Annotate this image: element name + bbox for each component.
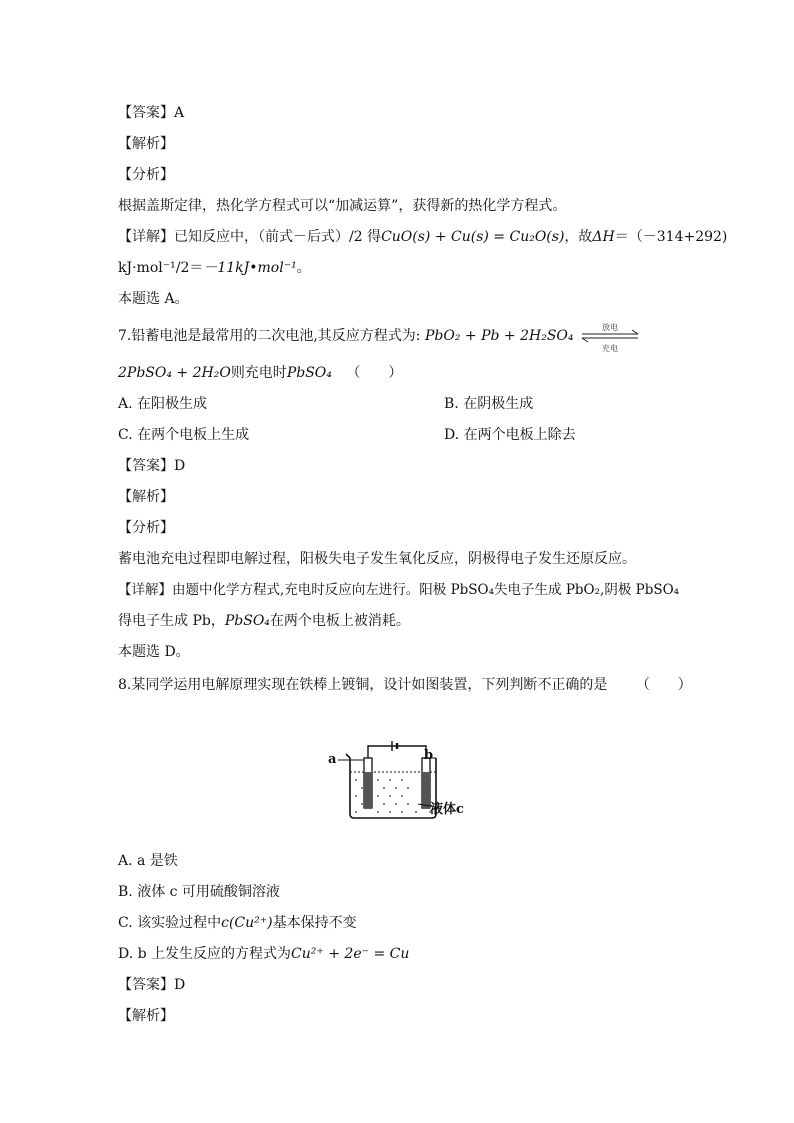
q8-option-c-tail: 基本保持不变 xyxy=(272,915,357,931)
q7-answer-blank: （ ） xyxy=(346,365,403,381)
q8-option-c xyxy=(118,914,357,932)
q6-detail-equation: CuO(s) + Cu(s) = Cu₂O(s) xyxy=(381,229,565,245)
q7-detail-text-b: 在两个电板上被消耗。 xyxy=(269,613,410,629)
q7-choice: 本题选 D。 xyxy=(118,644,190,660)
q8-option-d-equation: Cu²⁺ + 2e⁻ = Cu xyxy=(291,946,410,962)
q8-stem xyxy=(118,676,692,694)
q6-choice: 本题选 A。 xyxy=(118,291,189,307)
q8-answer: 【答案】D xyxy=(118,977,186,993)
q6-answer: 【答案】A xyxy=(118,105,185,121)
q7-detail-equation: PbSO₄ xyxy=(224,613,270,629)
q6-detail-line2 xyxy=(118,259,311,277)
q7-jiexi-heading: 【解析】 xyxy=(118,489,174,505)
q8-stem-text: 8.某同学运用电解原理实现在铁棒上镀铜，设计如图装置，下列判断不正确的是 xyxy=(118,677,608,693)
q7-stem-text: 7.铅蓄电池是最常用的二次电池,其反应方程式为: xyxy=(118,328,421,344)
q7-option-d: D. 在两个电板上除去 xyxy=(444,427,576,443)
q8-answer-blank: （ ） xyxy=(635,677,692,693)
q8-option-d-text: D. b 上发生反应的方程式为 xyxy=(118,946,292,962)
q7-option-b: B. 在阴极生成 xyxy=(444,396,534,412)
figure-label-c: 液体c xyxy=(430,802,464,817)
q8-option-c-equation: c(Cu²⁺) xyxy=(221,915,273,931)
q7-detail-line1: 【详解】由题中化学方程式,充电时反应向左进行。阳极 PbSO₄失电子生成 PbO₂,阴极 PbSO₄ xyxy=(118,582,680,598)
q7-fenxi-text: 蓄电池充电过程即电解过程，阳极失电子发生氧化反应，阴极得电子发生还原反应。 xyxy=(118,551,636,567)
q7-option-a: A. 在阳极生成 xyxy=(118,396,208,412)
q6-fenxi-heading: 【分析】 xyxy=(118,167,174,183)
q6-detail-delta-h: ΔH xyxy=(592,229,615,245)
q7-detail-line2 xyxy=(118,612,410,630)
q7-fenxi-heading: 【分析】 xyxy=(118,520,174,536)
q6-detail-text-b: ，故 xyxy=(564,229,593,245)
q6-detail-unit: kJ·mol⁻¹/2＝ xyxy=(118,260,204,276)
q7-stem-equation-pbso4: PbSO₄ xyxy=(286,365,332,381)
arrow-label-discharge: 放电 xyxy=(601,323,618,332)
q6-detail-period: 。 xyxy=(296,260,311,276)
q6-detail-text-a: 【详解】已知反应中，（前式－后式）/2 得 xyxy=(118,229,382,245)
q7-option-c: C. 在两个电板上生成 xyxy=(118,427,250,443)
arrow-label-charge: 充电 xyxy=(601,344,618,353)
q8-option-d xyxy=(118,945,409,963)
figure-label-a: a xyxy=(328,752,337,767)
q6-fenxi-text: 根据盖斯定律，热化学方程式可以“加减运算”，获得新的热化学方程式。 xyxy=(118,198,567,214)
q6-detail-line1 xyxy=(118,228,727,246)
q6-detail-result: －11kJ•mol⁻¹ xyxy=(203,260,297,276)
q7-stem-equation-right: 2PbSO₄ + 2H₂O xyxy=(118,365,231,381)
q8-option-a: A. a 是铁 xyxy=(118,853,178,869)
electroplating-apparatus-diagram xyxy=(326,738,476,826)
figure-label-b: b xyxy=(424,748,434,763)
q7-stem-line1 xyxy=(118,323,642,353)
q8-option-b: B. 液体 c 可用硫酸铜溶液 xyxy=(118,884,280,900)
q8-option-c-text: C. 该实验过程中 xyxy=(118,915,222,931)
q8-jiexi-heading: 【解析】 xyxy=(118,1008,174,1024)
q7-stem-equation-left: PbO₂ + Pb + 2H₂SO₄ xyxy=(424,328,574,344)
q7-stem-text-b: 则充电时 xyxy=(230,365,287,381)
q6-detail-text-c: ＝（－314+292) xyxy=(614,229,728,245)
q7-detail-text-a: 得电子生成 Pb， xyxy=(118,613,225,629)
q6-jiexi-heading: 【解析】 xyxy=(118,136,174,152)
q7-answer: 【答案】D xyxy=(118,458,186,474)
reversible-arrow-icon xyxy=(578,323,642,353)
q7-stem-line2 xyxy=(118,364,402,382)
